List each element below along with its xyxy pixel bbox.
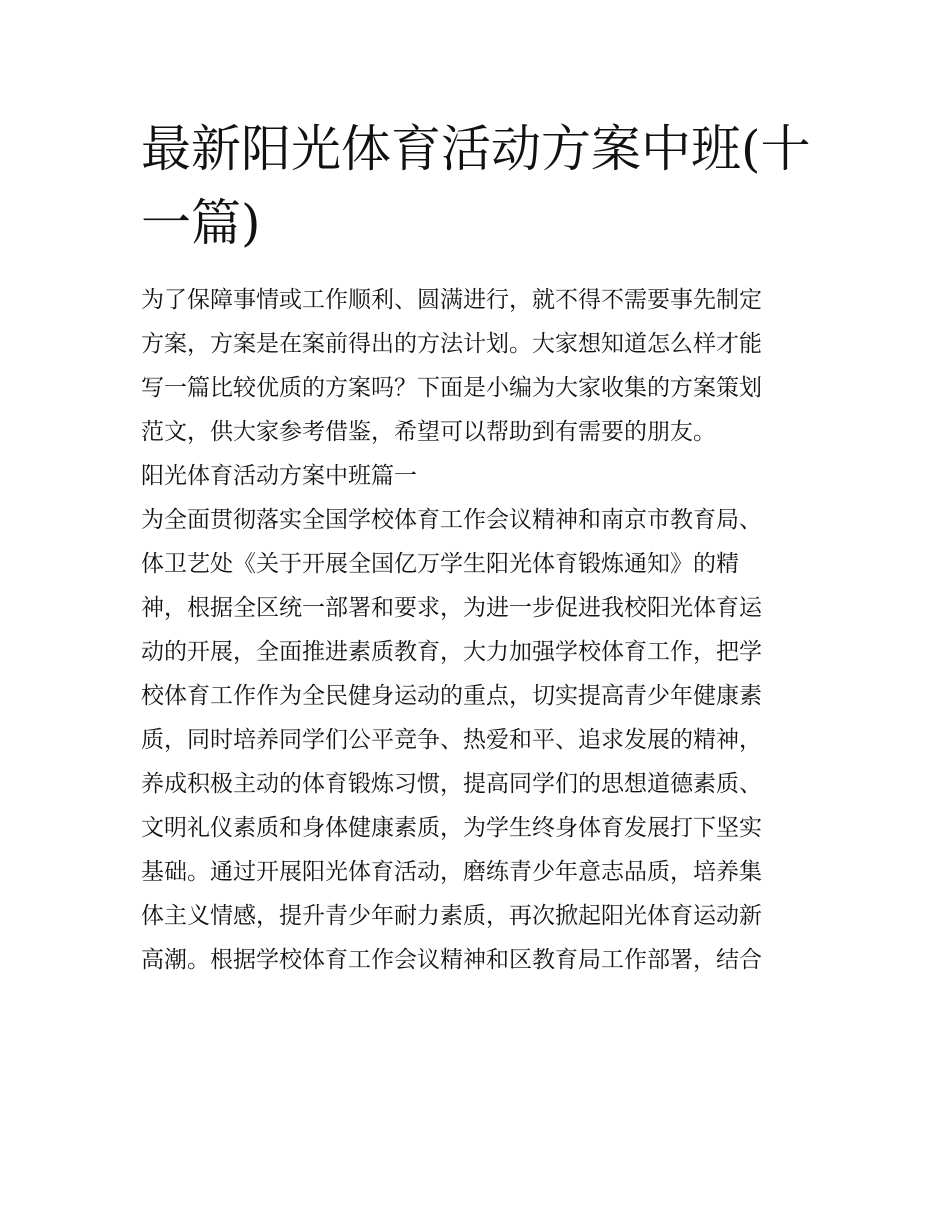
section-line: 神，根据全区统一部署和要求，为进一步促进我校阳光体育运 [141,595,762,621]
section-line: 体主义情感，提升青少年耐力素质，再次掀起阳光体育运动新 [141,903,762,929]
intro-line: 为了保障事情或工作顺利、圆满进行，就不得不需要事先制定 [141,287,762,313]
intro-line: 写一篇比较优质的方案吗？下面是小编为大家收集的方案策划 [141,375,762,401]
section-heading [141,454,813,498]
section-line: 养成积极主动的体育锻炼习惯，提高同学们的思想道德素质、 [141,771,762,797]
section-line: 体卫艺处《关于开展全国亿万学生阳光体育锻炼通知》的精 [141,551,739,577]
section-line: 动的开展，全面推进素质教育，大力加强学校体育工作，把学 [141,639,762,665]
section-line: 为全面贯彻落实全国学校体育工作会议精神和南京市教育局、 [141,507,762,533]
title-line: 一篇) [141,194,261,252]
intro-line: 范文，供大家参考借鉴，希望可以帮助到有需要的朋友。 [141,419,716,445]
section-line: 基础。通过开展阳光体育活动，磨练青少年意志品质，培养集 [141,859,762,885]
section-line: 文明礼仪素质和身体健康素质，为学生终身体育发展打下坚实 [141,815,762,841]
intro-paragraph [141,278,813,454]
section-line: 高潮。根据学校体育工作会议精神和区教育局工作部署，结合 [141,947,762,973]
section-line: 质，同时培养同学们公平竞争、热爱和平、追求发展的精神， [141,727,762,753]
section-heading-text: 阳光体育活动方案中班篇一 [141,463,417,489]
intro-line: 方案，方案是在案前得出的方法计划。大家想知道怎么样才能 [141,331,762,357]
document-title [141,112,813,260]
section-paragraph [141,498,813,982]
title-line: 最新阳光体育活动方案中班(十 [141,120,811,178]
section-line: 校体育工作作为全民健身运动的重点，切实提高青少年健康素 [141,683,762,709]
